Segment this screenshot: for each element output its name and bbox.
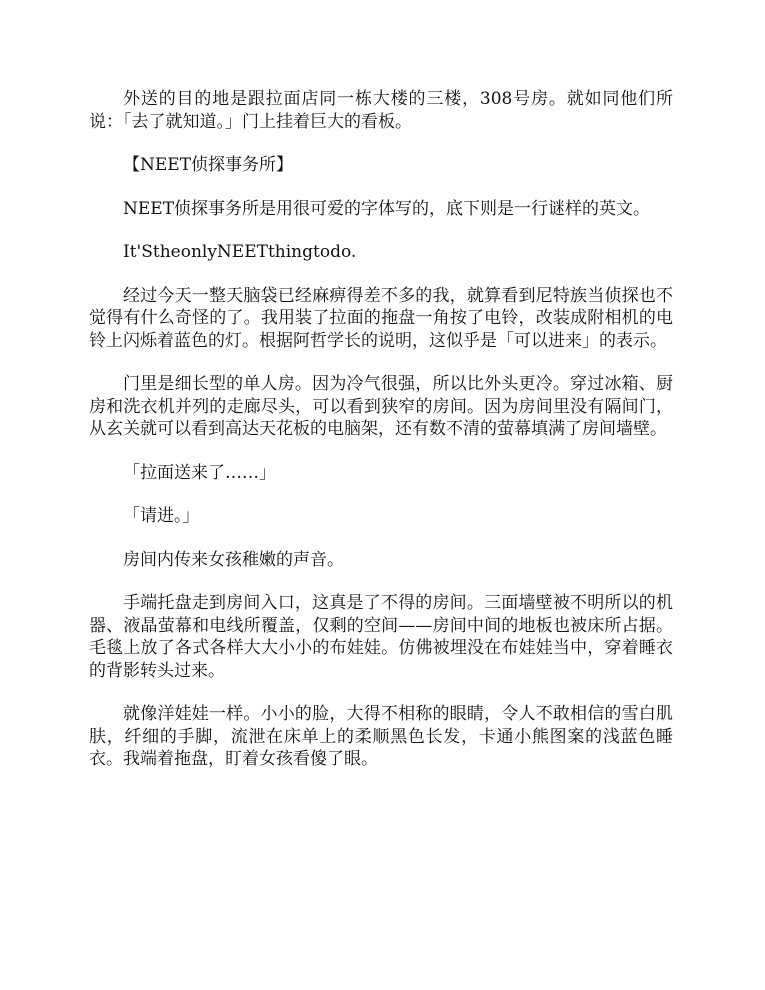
paragraph: 门里是细长型的单人房。因为冷气很强，所以比外头更冷。穿过冰箱、厨房和洗衣机并列的走廊尽头，可以看到狭窄的房间。因为房间里没有隔间门，从玄关就可以看到高达天花板的电脑架，还有数不清的萤幕填满了房间墙壁。 [89, 374, 673, 439]
paragraph: 【NEET侦探事务所】 [123, 155, 294, 175]
paragraph: 就像洋娃娃一样。小小的脸，大得不相称的眼睛，令人不敢相信的雪白肌肤，纤细的手脚，流泄在床单上的柔顺黑色长发，卡通小熊图案的浅蓝色睡衣。我端着拖盘，盯着女孩看傻了眼。 [89, 704, 673, 769]
paragraph: 经过今天一整天脑袋已经麻痹得差不多的我，就算看到尼特族当侦探也不觉得有什么奇怪的了。我用装了拉面的拖盘一角按了电铃，改装成附相机的电铃上闪烁着蓝色的灯。根据阿哲学长的说明，这似乎是「可以进来」的表示。 [89, 285, 673, 351]
paragraph: 「请进。」 [123, 506, 200, 526]
paragraph: 外送的目的地是跟拉面店同一栋大楼的三楼，308号房。就如同他们所说：「去了就知道。」门上挂着巨大的看板。 [89, 89, 673, 132]
document-page [89, 88, 673, 792]
paragraph: 房间内传来女孩稚嫩的声音。 [123, 549, 344, 570]
paragraph: 手端托盘走到房间入口，这真是了不得的房间。三面墙壁被不明所以的机器、液晶萤幕和电线所覆盖，仅剩的空间——房间中间的地板也被床所占据。毛毯上放了各式各样大大小小的布娃娃。仿佛被埋没在布娃娃当中，穿着睡衣的背影转头过来。 [89, 593, 673, 681]
paragraph: 「拉面送来了……」 [123, 462, 276, 483]
paragraph: It'StheonlyNEETthingtodo. [123, 242, 357, 262]
paragraph: NEET侦探事务所是用很可爱的字体写的，底下则是一行谜样的英文。 [123, 198, 651, 219]
